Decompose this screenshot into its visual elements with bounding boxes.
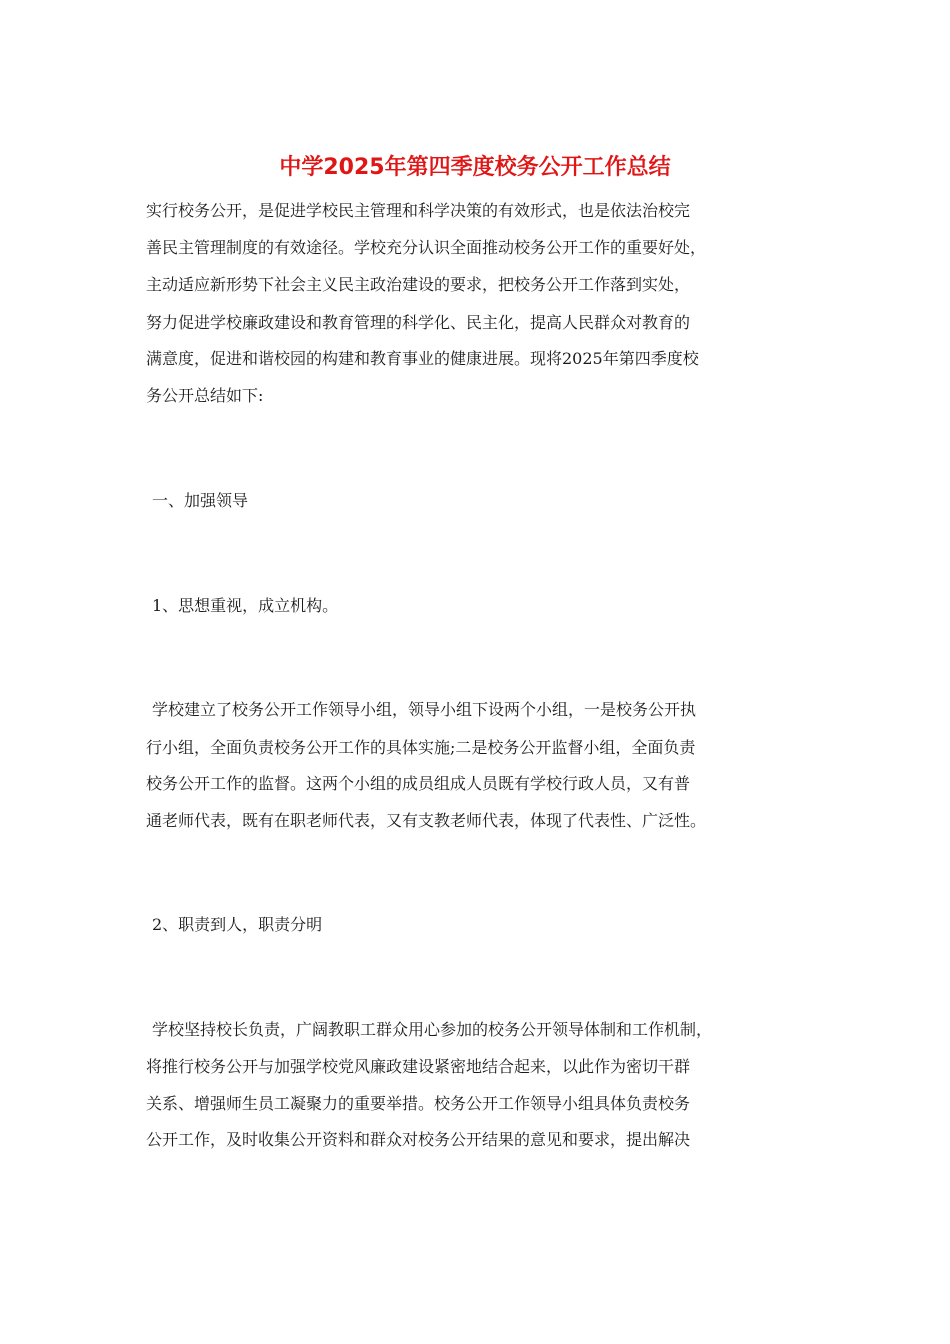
paragraph-line: 行小组，全面负责校务公开工作的具体实施;二是校务公开监督小组，全面负责: [146, 738, 696, 757]
paragraph-line: 通老师代表，既有在职老师代表，又有支教老师代表，体现了代表性、广泛性。: [146, 811, 707, 830]
paragraph-line: 公开工作，及时收集公开资料和群众对校务公开结果的意见和要求，提出解决: [146, 1130, 691, 1149]
paragraph-line: 校务公开工作的监督。这两个小组的成员组成人员既有学校行政人员，又有普: [146, 774, 691, 793]
intro-line: 满意度，促进和谐校园的构建和教育事业的健康进展。现将2025年第四季度校: [146, 349, 699, 368]
paragraph-line: 学校建立了校务公开工作领导小组，领导小组下设两个小组，一是校务公开执: [152, 700, 697, 719]
intro-line: 务公开总结如下:: [146, 386, 264, 405]
subsection-heading: 1、思想重视，成立机构。: [152, 596, 339, 615]
subsection-heading: 2、职责到人，职责分明: [152, 915, 323, 934]
paragraph-line: 关系、增强师生员工凝聚力的重要举措。校务公开工作领导小组具体负责校务: [146, 1094, 691, 1113]
intro-line: 主动适应新形势下社会主义民主政治建设的要求，把校务公开工作落到实处，: [146, 275, 691, 294]
paragraph-line: 将推行校务公开与加强学校党风廉政建设紧密地结合起来，以此作为密切干群: [146, 1057, 691, 1076]
intro-line: 努力促进学校廉政建设和教育管理的科学化、民主化，提高人民群众对教育的: [146, 313, 691, 332]
paragraph-line: 学校坚持校长负责，广阔教职工群众用心参加的校务公开领导体制和工作机制，: [152, 1020, 713, 1039]
intro-line: 实行校务公开，是促进学校民主管理和科学决策的有效形式，也是依法治校完: [146, 201, 691, 220]
document-title: 中学2025年第四季度校务公开工作总结: [279, 155, 671, 180]
section-heading: 一、加强领导: [152, 491, 249, 510]
intro-line: 善民主管理制度的有效途径。学校充分认识全面推动校务公开工作的重要好处，: [146, 238, 707, 257]
